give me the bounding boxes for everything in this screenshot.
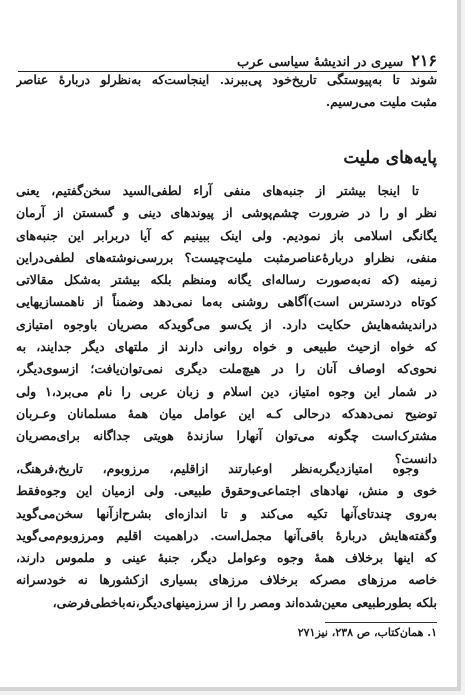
text-line: وگفته‌هایش دربارهٔ باقی‌آنها مجمل‌است. دراهمیت اقلیم ومرزوبوم‌می‌گوید — [16, 527, 437, 543]
text-line: وجوه امتیازدیگربه‌نظر اوعبارتند ازاقلیم، مرزوبوم، تاریخ،فرهنگ، — [16, 461, 419, 476]
text-line: نظر او را در ضرورت چشم‌پوشی از پیوندهای دینی و گسستن از آرمان — [16, 205, 437, 221]
text-line: توضیح نمی‌دهدکه درحالی کـه این عوامل میان همهٔ مسلمانان وعـربان — [16, 405, 437, 421]
text-line: در شمار این وجوه امتیاز، دین اسلام و زبان عربی را نام می‌برد،۱ ولی — [16, 383, 437, 399]
text-line: که اینها برخلاف همهٔ وجوه وعوامل دیگر، جنبهٔ عینی و ملموس دارند، — [16, 550, 437, 566]
page-number: ۲۱۶ — [411, 51, 437, 70]
footnote-rule — [325, 622, 437, 623]
text-line: خاصه مرزهای مصرکه برخلاف مرزهای بسیاری ازکشورها نه خودسرانه — [16, 572, 437, 588]
text-line: خوی و منش، نهادهای اجتماعی‌وحقوق طبیعی. ولی ازمیان این وجوه‌فقط — [16, 483, 437, 499]
intro-paragraph — [16, 69, 437, 114]
text-line: کوتاه دردسترس است)آگاهی روشنی به‌ما نمی‌دهد وضمناً از ناهمسازیهایی — [16, 294, 437, 310]
text-line: منفی، نظراو دربارهٔ‌عناصرمثبت ملیت‌چیست؟ بررسی‌نوشته‌های لطفی‌دراین — [16, 249, 437, 265]
footnote: ۱. همان‌کتاب، ص ۲۳۸، نیز۲۷۱ — [297, 626, 437, 639]
text-line: که خواه ازحیث طبیعی و خواه روانی دارند از ملتهای دیگر جدایند، به — [16, 339, 437, 355]
section-title: پایه‌های ملیت — [343, 148, 437, 168]
text-line: شوند تا به‌پیوستگی تاریخ‌خود پی‌ببرند. اینجاست‌که به‌نظرلو دربارهٔ عناصر — [16, 72, 437, 87]
text-line: بلکه بطورطبیعی معین‌شده‌اند ومصر را از سرزمینهای‌دیگر،نه‌باخطی‌فرضی، — [52, 594, 437, 610]
text-line: دراندیشه‌هایش حکایت دارد. از یک‌سو می‌گویدکه مصریان باوجوه امتیازی — [16, 316, 437, 332]
text-line: زمینه (که نه‌به‌صورت رساله‌ای یگانه ومنظم بلکه بیشتر به‌شکل مقالاتی — [16, 272, 437, 288]
text-line: دانست؟ — [394, 450, 437, 466]
page-header — [18, 46, 437, 70]
text-line: مشترک‌است چگونه می‌توان آنهارا سازندهٔ هویتی جداگانه برای‌مصریان — [16, 428, 437, 444]
text-line: نحوی‌که اوصاف آنان را در هیچ‌ملت دیگری نمی‌توان‌یافت؛ ازسوی‌دیگر، — [16, 361, 437, 377]
running-title: سیری در اندیشهٔ سیاسی عرب — [236, 55, 404, 70]
paragraph-1 — [16, 180, 437, 470]
text-line: مثبت ملیت می‌رسیم. — [325, 94, 437, 110]
text-line: تا اینجا بیشتر از جنبه‌های منفی آراء لطفی‌السید سخن‌گفتیم، یعنی — [16, 183, 419, 198]
text-line: یگانگی اسلامی باز نمودیم. ولی اینک ببینیم که آیا دربرابر این جنبه‌های — [16, 227, 437, 243]
text-line: به‌روی چندتای‌آنها تکیه می‌کند و تا اندازه‌ای بشرح‌ازآنها سخن‌می‌گوید — [16, 505, 437, 521]
paragraph-2 — [16, 458, 437, 614]
